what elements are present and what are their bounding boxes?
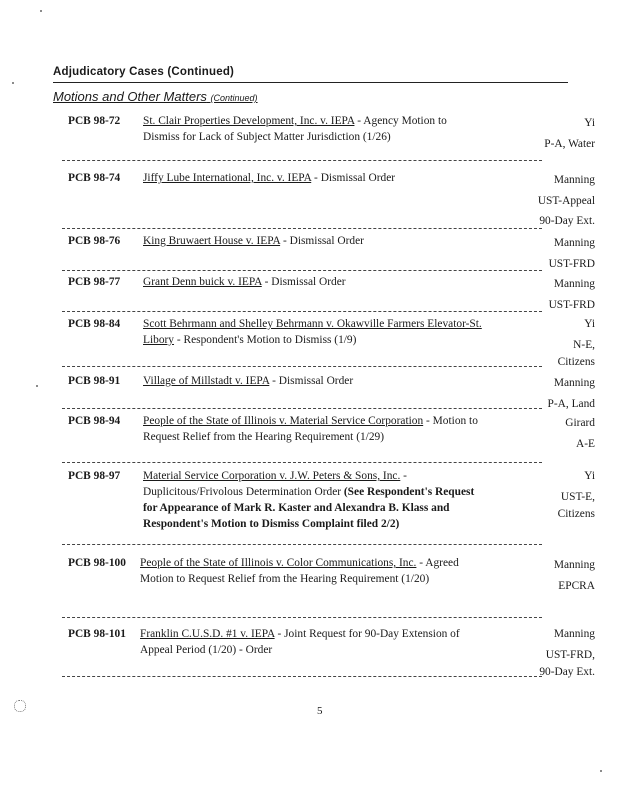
page-number: 5 bbox=[317, 705, 323, 717]
case-meta bbox=[475, 274, 595, 315]
case-description bbox=[143, 274, 483, 290]
section-title: Adjudicatory Cases (Continued) bbox=[53, 66, 235, 78]
docket-number: PCB 98-101 bbox=[68, 628, 126, 640]
case-meta bbox=[475, 233, 595, 274]
case-action: - Dismissal Order bbox=[311, 172, 396, 184]
case-description bbox=[143, 413, 483, 445]
case-type: UST-E, bbox=[560, 491, 595, 503]
case-description bbox=[143, 316, 483, 348]
docket-number: PCB 98-77 bbox=[68, 276, 121, 288]
case-caption: St. Clair Properties Development, Inc. v. IEPA bbox=[143, 115, 355, 127]
case-meta bbox=[475, 468, 595, 523]
docket-number: PCB 98-76 bbox=[68, 235, 121, 247]
board-member: Manning bbox=[553, 174, 595, 186]
header-rule bbox=[53, 82, 568, 83]
case-type: EPCRA bbox=[558, 579, 595, 592]
case-action: - Dismissal Order bbox=[280, 235, 364, 247]
scan-speck bbox=[40, 10, 42, 12]
case-separator bbox=[62, 270, 542, 271]
case-action: - Agency Motion to Dismiss for Lack of Subject Matter Jurisdiction (1/26) bbox=[143, 115, 447, 143]
board-member: Manning bbox=[553, 559, 595, 571]
case-caption: People of the State of Illinois v. Material Service Corporation bbox=[143, 415, 424, 427]
case-type: UST-FRD, bbox=[545, 649, 595, 661]
case-type: UST-FRD bbox=[548, 257, 595, 270]
case-type: A-E bbox=[576, 437, 595, 450]
docket-number: PCB 98-91 bbox=[68, 375, 121, 387]
case-separator bbox=[62, 617, 542, 618]
case-meta bbox=[475, 413, 595, 454]
case-caption: Grant Denn buick v. IEPA bbox=[143, 276, 262, 288]
case-type-extra: 90-Day Ext. bbox=[539, 215, 595, 227]
board-member: Manning bbox=[553, 628, 595, 640]
case-description bbox=[143, 170, 483, 186]
case-separator bbox=[62, 160, 542, 161]
case-meta bbox=[475, 316, 595, 371]
scan-speck bbox=[12, 82, 14, 84]
scan-speck bbox=[14, 700, 26, 712]
docket-number: PCB 98-72 bbox=[68, 115, 121, 127]
board-member: Yi bbox=[584, 470, 595, 482]
board-member: Yi bbox=[584, 318, 595, 330]
case-description bbox=[140, 626, 480, 658]
case-type-extra: 90-Day Ext. bbox=[539, 666, 595, 678]
case-action: - Dismissal Order bbox=[261, 276, 346, 288]
scan-speck bbox=[36, 385, 38, 387]
case-meta bbox=[475, 170, 595, 232]
case-description bbox=[143, 233, 483, 249]
case-type-extra: Citizens bbox=[557, 356, 595, 368]
docket-number: PCB 98-100 bbox=[68, 557, 126, 569]
case-separator bbox=[62, 366, 542, 367]
case-description bbox=[140, 555, 480, 587]
case-action: - Motion to Request Relief from the Hearing Requirement (1/29) bbox=[143, 415, 478, 443]
case-description bbox=[143, 373, 483, 389]
case-type: P-A, Water bbox=[544, 137, 595, 150]
case-separator bbox=[62, 228, 542, 229]
docket-number: PCB 98-94 bbox=[68, 415, 121, 427]
case-caption: King Bruwaert House v. IEPA bbox=[143, 235, 281, 247]
case-caption: Franklin C.U.S.D. #1 v. IEPA bbox=[140, 628, 275, 640]
board-member: Girard bbox=[565, 417, 595, 429]
case-separator bbox=[62, 544, 542, 545]
case-type: N-E, bbox=[573, 339, 595, 351]
case-caption: Material Service Corporation v. J.W. Peters & Sons, Inc. bbox=[143, 470, 401, 482]
case-action: - Duplicitous/Frivolous Determination Order bbox=[143, 470, 407, 498]
case-separator bbox=[62, 462, 542, 463]
case-type: UST-FRD bbox=[548, 298, 595, 311]
board-member: Manning bbox=[553, 237, 595, 249]
case-action: - Dismissal Order bbox=[269, 375, 354, 387]
case-type: P-A, Land bbox=[547, 397, 595, 410]
case-meta bbox=[475, 113, 595, 154]
case-caption: People of the State of Illinois v. Color Communications, Inc. bbox=[140, 557, 417, 569]
case-type-extra: Citizens bbox=[557, 508, 595, 520]
subsection-note: (Continued) bbox=[210, 93, 258, 103]
case-description bbox=[143, 468, 483, 532]
case-separator bbox=[62, 311, 542, 312]
case-separator bbox=[62, 408, 542, 409]
docket-number: PCB 98-84 bbox=[68, 318, 121, 330]
subsection-title bbox=[53, 89, 258, 104]
subsection-title-text: Motions and Other Matters bbox=[53, 89, 207, 104]
case-description bbox=[143, 113, 483, 145]
board-member: Manning bbox=[553, 278, 595, 290]
case-note-bold: (See Respondent's Request for Appearance of Mark R. Kaster and Alexandra B. Klass and Respondent's Motion to Dismiss Complaint filed 2/2) bbox=[143, 486, 475, 530]
case-action: - Joint Request for 90-Day Extension of Appeal Period (1/20) - Order bbox=[140, 628, 460, 656]
case-type: UST-Appeal bbox=[537, 194, 595, 207]
case-meta bbox=[475, 626, 595, 681]
case-caption: Jiffy Lube International, Inc. v. IEPA bbox=[143, 172, 312, 184]
scan-speck bbox=[600, 770, 602, 772]
case-caption: Village of Millstadt v. IEPA bbox=[143, 375, 270, 387]
board-member: Manning bbox=[553, 377, 595, 389]
docket-number: PCB 98-74 bbox=[68, 172, 121, 184]
board-member: Yi bbox=[584, 117, 595, 129]
case-meta bbox=[475, 555, 595, 596]
docket-number: PCB 98-97 bbox=[68, 470, 121, 482]
case-action: - Respondent's Motion to Dismiss (1/9) bbox=[174, 334, 357, 346]
case-caption: Scott Behrmann and Shelley Behrmann v. Okawville Farmers Elevator-St. Libory bbox=[143, 318, 482, 346]
case-separator bbox=[62, 676, 542, 677]
case-action: - Agreed Motion to Request Relief from the Hearing Requirement (1/20) bbox=[140, 557, 459, 585]
